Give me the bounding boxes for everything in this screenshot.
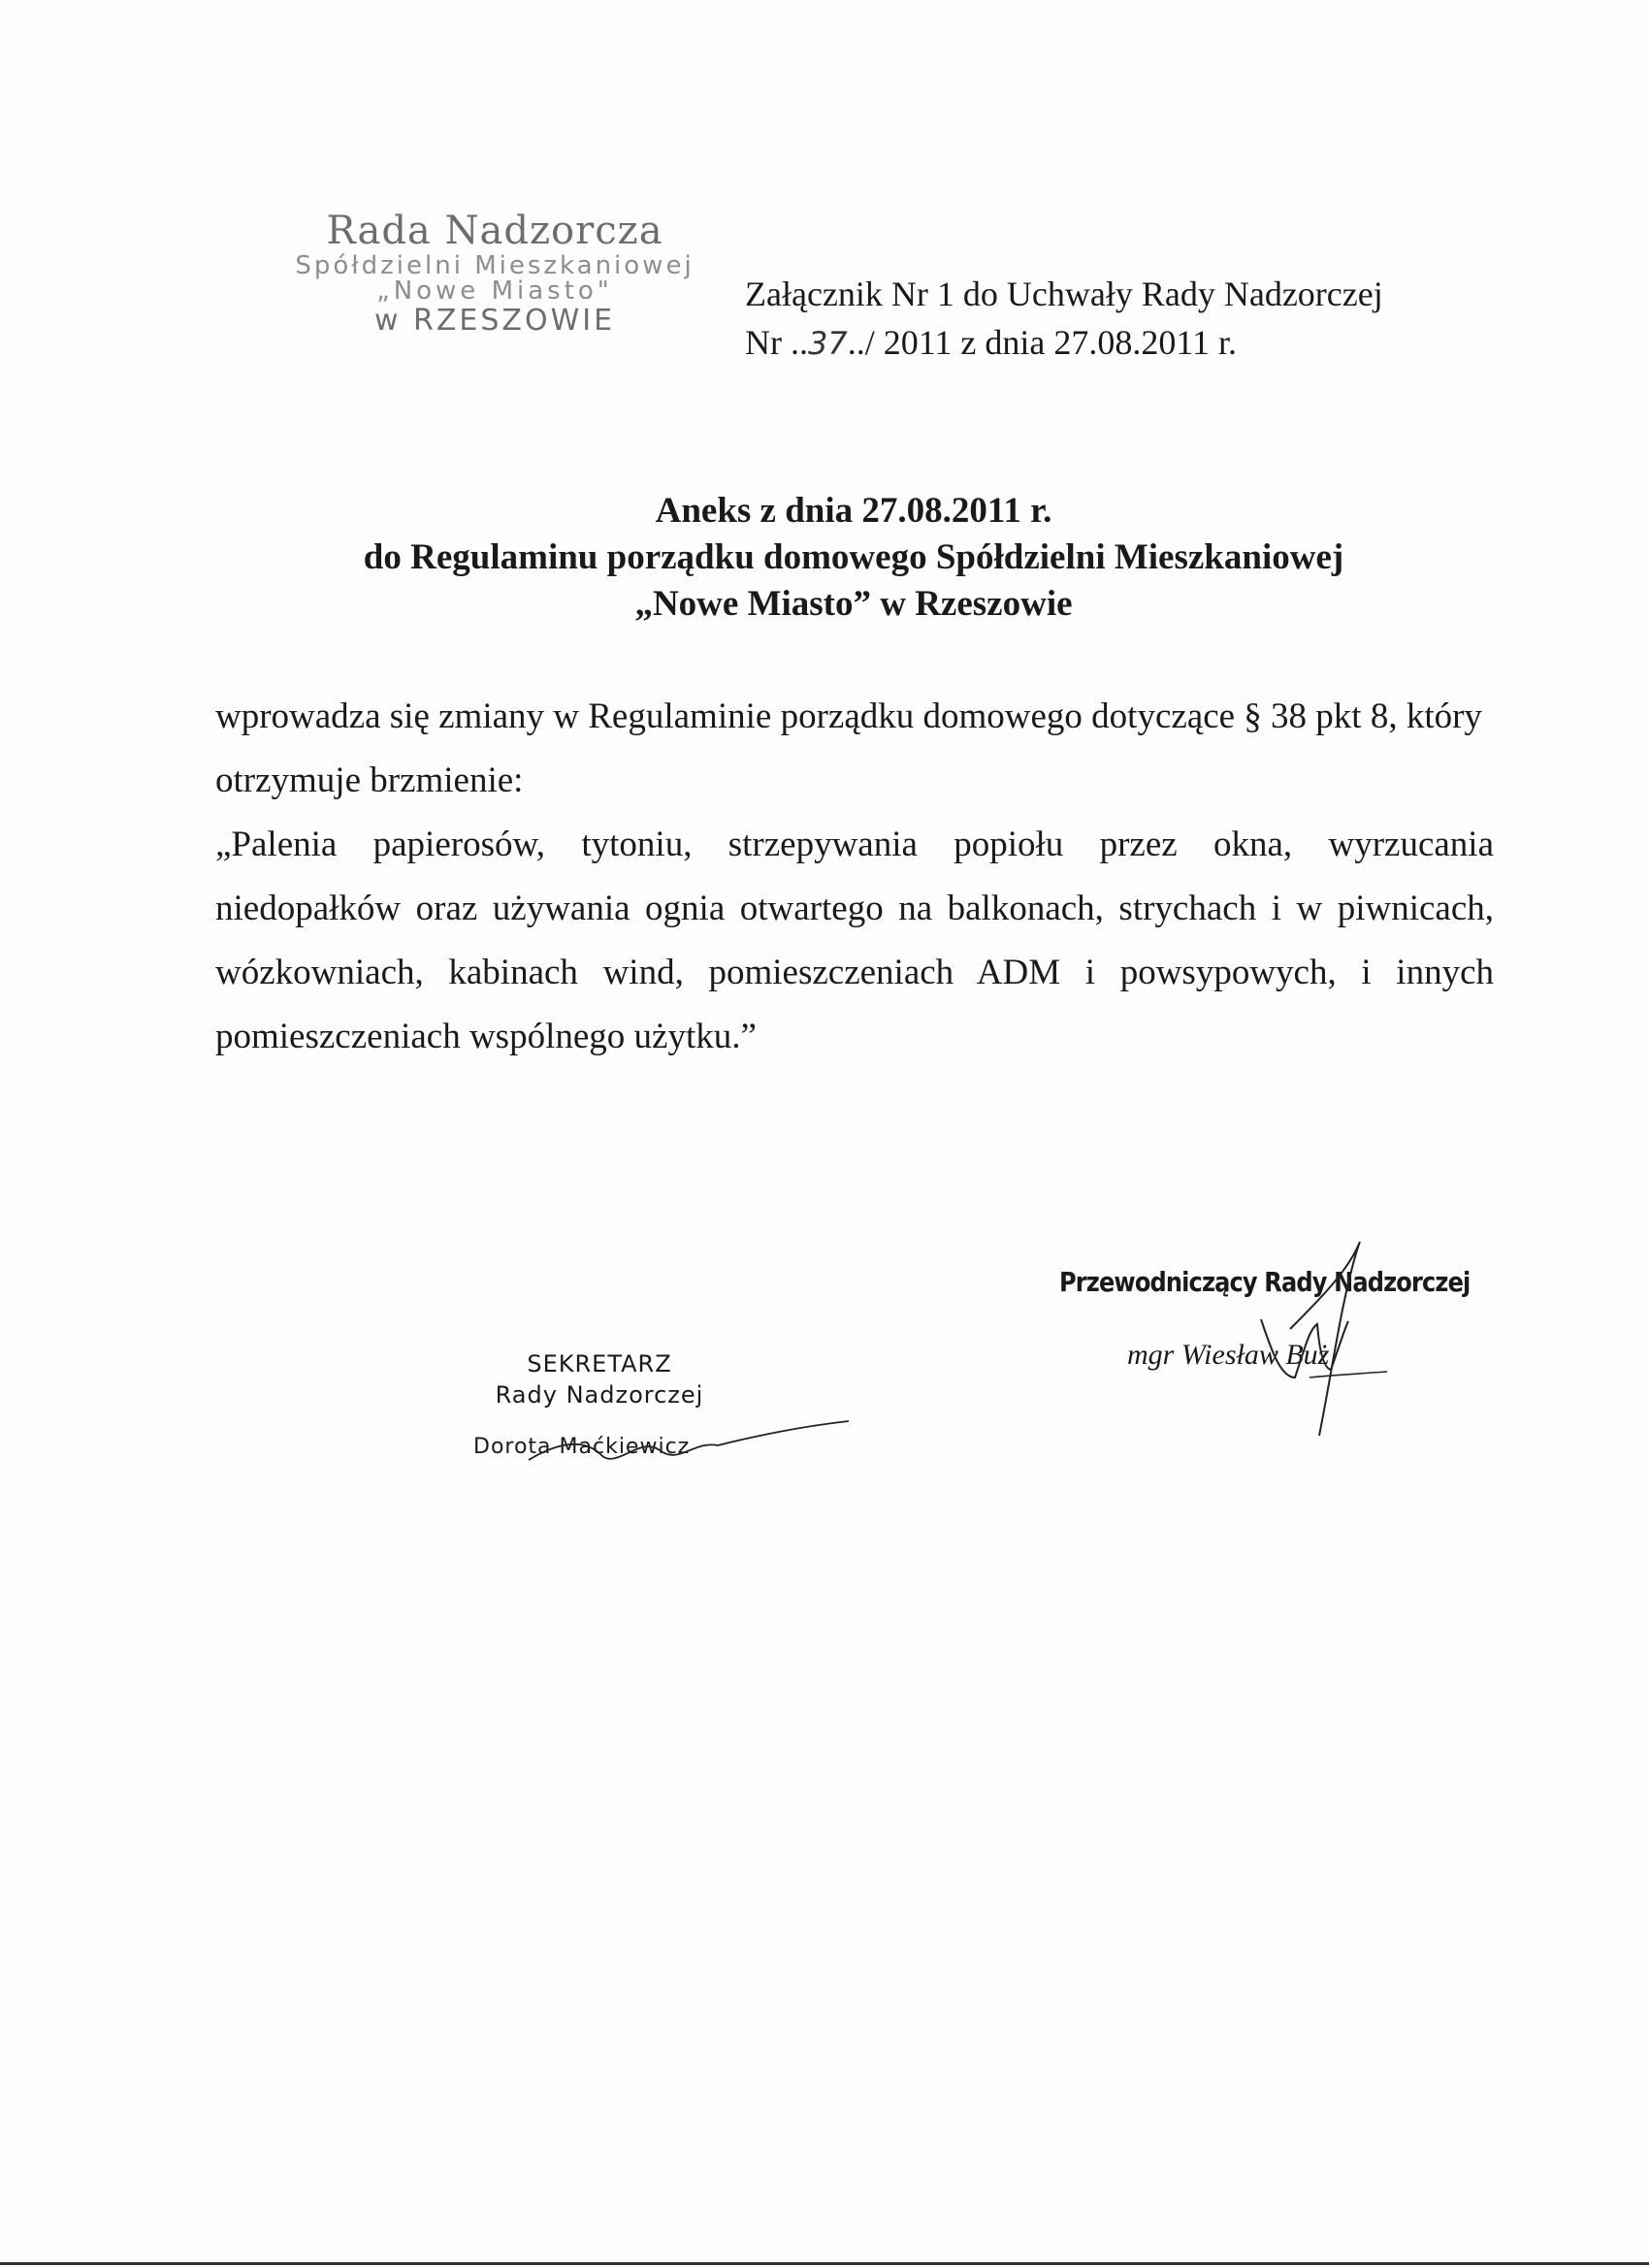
chairman-name: mgr Wiesław Buż <box>1127 1339 1330 1371</box>
document-body <box>215 685 1494 1069</box>
chairman-handwritten-signature <box>1203 1232 1436 1445</box>
attachment-nr-number: 37 <box>808 325 848 362</box>
attachment-nr-prefix: Nr .. <box>745 323 808 362</box>
attachment-line-2 <box>745 318 1383 368</box>
secretary-role-line-1: SEKRETARZ <box>527 1350 672 1377</box>
stamp-line-3: „Nowe Miasto" <box>376 276 613 306</box>
secretary-handwritten-signature <box>524 1407 854 1484</box>
attachment-line-1: Załącznik Nr 1 do Uchwały Rady Nadzorczej <box>745 275 1383 313</box>
attachment-reference <box>745 270 1383 368</box>
stamp-line-2: Spółdzielni Mieszkaniowej <box>295 251 695 280</box>
stamp-line-1: Rada Nadzorcza <box>326 209 663 253</box>
title-line-3: „Nowe Miasto” w Rzeszowie <box>634 584 1073 624</box>
body-quote: „Palenia papierosów, tytoniu, strzepywania popiołu przez okna, wyrzucania niedopałków oraz używania ognia otwartego na balkonach, strychach i w piwnicach, wózkowniach, kabinach wind, pomieszczeniach ADM i powsypowych, i innych pomieszczeniach wspólnego użytku.” <box>215 825 1494 1056</box>
council-stamp <box>281 209 708 338</box>
document-title <box>194 488 1513 628</box>
title-line-2: do Regulaminu porządku domowego Spółdzielni Mieszkaniowej <box>363 537 1344 577</box>
title-line-1: Aneks z dnia 27.08.2011 r. <box>655 491 1052 531</box>
stamp-line-4: w RZESZOWIE <box>373 304 616 338</box>
chairman-role: Przewodniczący Rady Nadzorczej <box>1059 1266 1471 1298</box>
secretary-role-line-2: Rady Nadzorczej <box>495 1381 704 1409</box>
attachment-nr-suffix: ../ 2011 z dnia 27.08.2011 r. <box>847 323 1238 362</box>
secretary-name: Dorota Maćkiewicz <box>473 1435 691 1459</box>
body-intro: wprowadza się zmiany w Regulaminie porządku domowego dotyczące § 38 pkt 8, który otrzymuje brzmienie: <box>215 697 1482 800</box>
scan-bottom-edge <box>0 2262 1649 2265</box>
